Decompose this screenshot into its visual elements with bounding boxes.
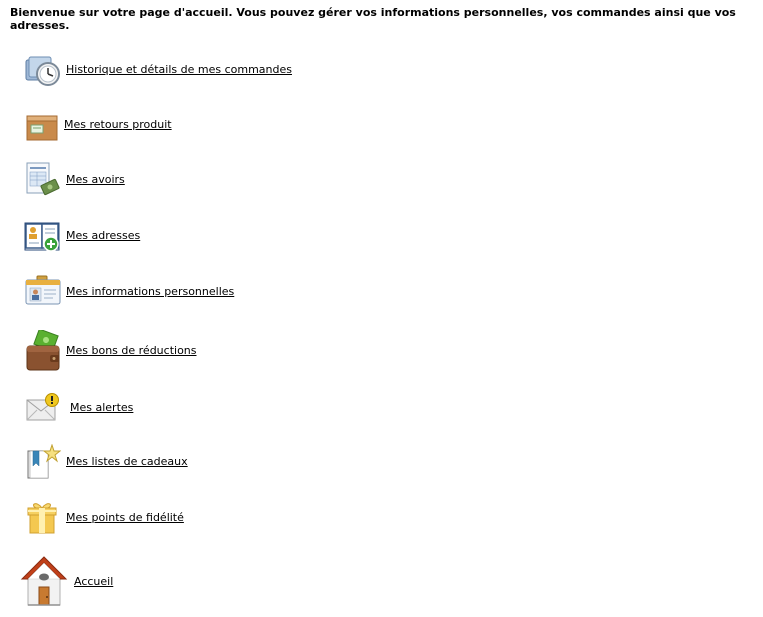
- loyalty-points-link[interactable]: Mes points de fidélité: [66, 511, 184, 524]
- gift-box-icon: [26, 499, 60, 539]
- clock-folder-icon: [24, 52, 62, 92]
- alerts-link[interactable]: Mes alertes: [70, 401, 134, 414]
- house-icon: [20, 555, 68, 611]
- credit-slips-link[interactable]: Mes avoirs: [66, 173, 125, 186]
- home-link[interactable]: Accueil: [74, 575, 114, 588]
- returns-link[interactable]: Mes retours produit: [64, 118, 172, 131]
- envelope-alert-icon: [26, 392, 60, 428]
- gift-lists-link[interactable]: Mes listes de cadeaux: [66, 455, 188, 468]
- document-money-icon: [25, 162, 61, 202]
- wallet-icon: [26, 330, 62, 376]
- address-book-icon: [24, 218, 62, 258]
- personal-info-link[interactable]: Mes informations personnelles: [66, 285, 235, 298]
- addresses-link[interactable]: Mes adresses: [66, 229, 141, 242]
- id-card-icon: [25, 274, 61, 312]
- history-link[interactable]: Historique et détails de mes commandes: [66, 63, 292, 76]
- vouchers-link[interactable]: Mes bons de réductions: [66, 344, 197, 357]
- cardboard-box-icon: [25, 108, 59, 146]
- bookmark-star-icon: [25, 444, 61, 484]
- welcome-text: Bienvenue sur votre page d'accueil. Vous pouvez gérer vos informations personnelles, vos commandes ainsi que vos adresses.: [10, 6, 736, 32]
